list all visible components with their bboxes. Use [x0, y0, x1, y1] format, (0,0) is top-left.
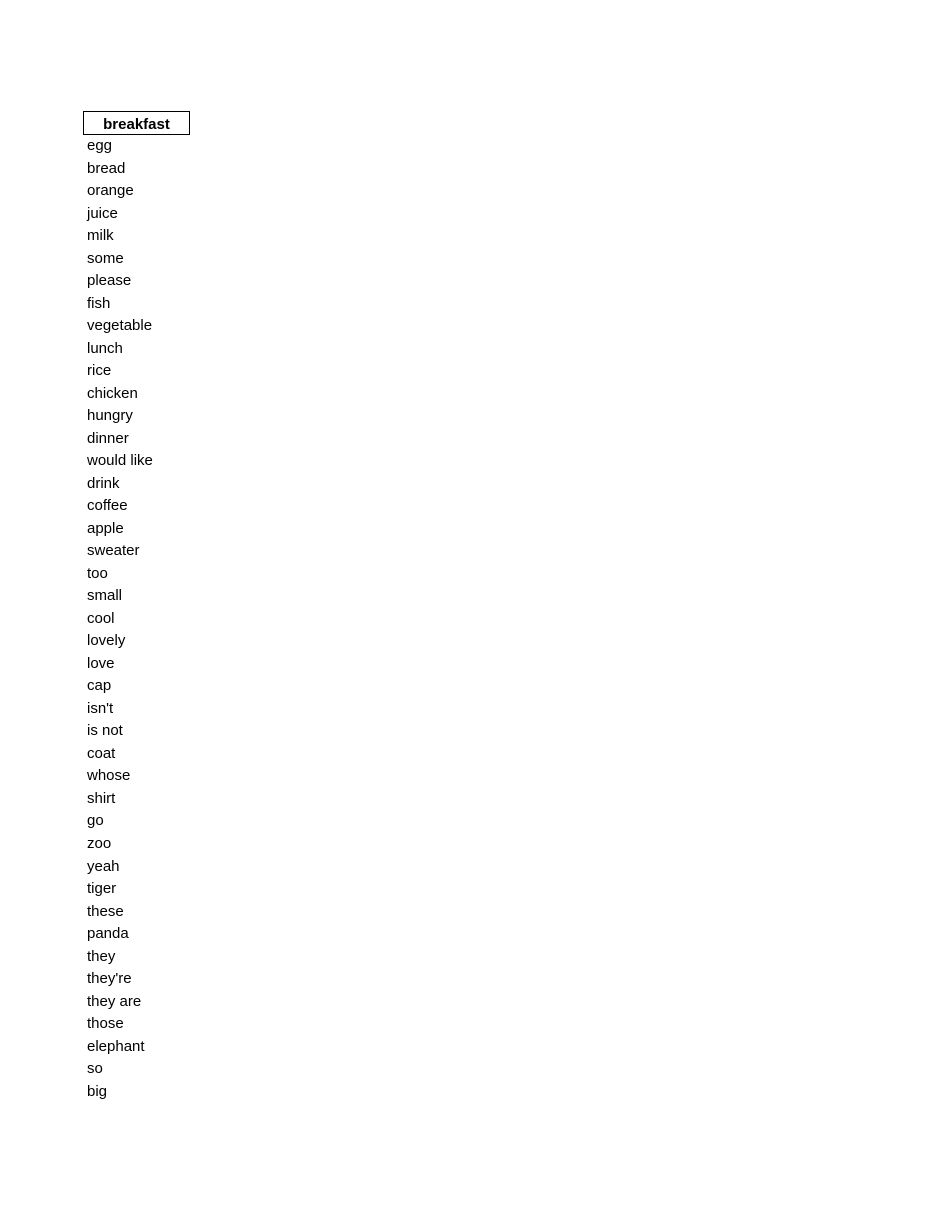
word-cell[interactable]: dinner: [87, 429, 129, 447]
word-cell[interactable]: love: [87, 654, 115, 672]
word-cell[interactable]: would like: [87, 452, 153, 470]
word-cell[interactable]: zoo: [87, 834, 112, 852]
word-cell[interactable]: coat: [87, 744, 116, 762]
word-cell[interactable]: bread: [87, 159, 126, 177]
word-cell[interactable]: chicken: [87, 384, 138, 402]
word-cell[interactable]: some: [87, 249, 124, 267]
word-cell[interactable]: vegetable: [87, 317, 153, 335]
header-cell[interactable]: breakfast: [83, 111, 190, 135]
word-cell[interactable]: shirt: [87, 789, 116, 807]
word-cell[interactable]: coffee: [87, 497, 128, 515]
word-cell[interactable]: so: [87, 1060, 103, 1078]
word-cell[interactable]: hungry: [87, 407, 133, 425]
word-cell[interactable]: tiger: [87, 880, 117, 898]
word-cell[interactable]: too: [87, 564, 108, 582]
word-cell[interactable]: cool: [87, 609, 115, 627]
word-cell[interactable]: they: [87, 947, 116, 965]
word-cell[interactable]: elephant: [87, 1037, 145, 1055]
word-cell[interactable]: lunch: [87, 339, 123, 357]
word-cell[interactable]: fish: [87, 294, 111, 312]
word-cell[interactable]: yeah: [87, 857, 120, 875]
word-cell[interactable]: those: [87, 1015, 124, 1033]
word-cell[interactable]: is not: [87, 722, 123, 740]
word-cell[interactable]: these: [87, 902, 124, 920]
word-cell[interactable]: isn't: [87, 699, 114, 717]
word-cell[interactable]: panda: [87, 925, 129, 943]
word-cell[interactable]: whose: [87, 767, 131, 785]
word-cell[interactable]: small: [87, 587, 123, 605]
word-cell[interactable]: sweater: [87, 542, 140, 560]
word-cell[interactable]: juice: [87, 204, 118, 222]
word-cell[interactable]: lovely: [87, 632, 126, 650]
word-cell[interactable]: please: [87, 272, 132, 290]
word-cell[interactable]: they are: [87, 992, 142, 1010]
word-cell[interactable]: cap: [87, 677, 112, 695]
vocabulary-sheet: [83, 111, 383, 1103]
word-cell[interactable]: orange: [87, 182, 134, 200]
word-cell[interactable]: they're: [87, 970, 132, 988]
word-list: [83, 135, 383, 1103]
word-cell[interactable]: milk: [87, 227, 114, 245]
word-cell[interactable]: go: [87, 812, 104, 830]
word-cell[interactable]: rice: [87, 362, 112, 380]
word-cell[interactable]: apple: [87, 519, 124, 537]
word-cell[interactable]: egg: [87, 137, 113, 154]
word-cell[interactable]: big: [87, 1082, 108, 1100]
word-cell[interactable]: drink: [87, 474, 120, 492]
